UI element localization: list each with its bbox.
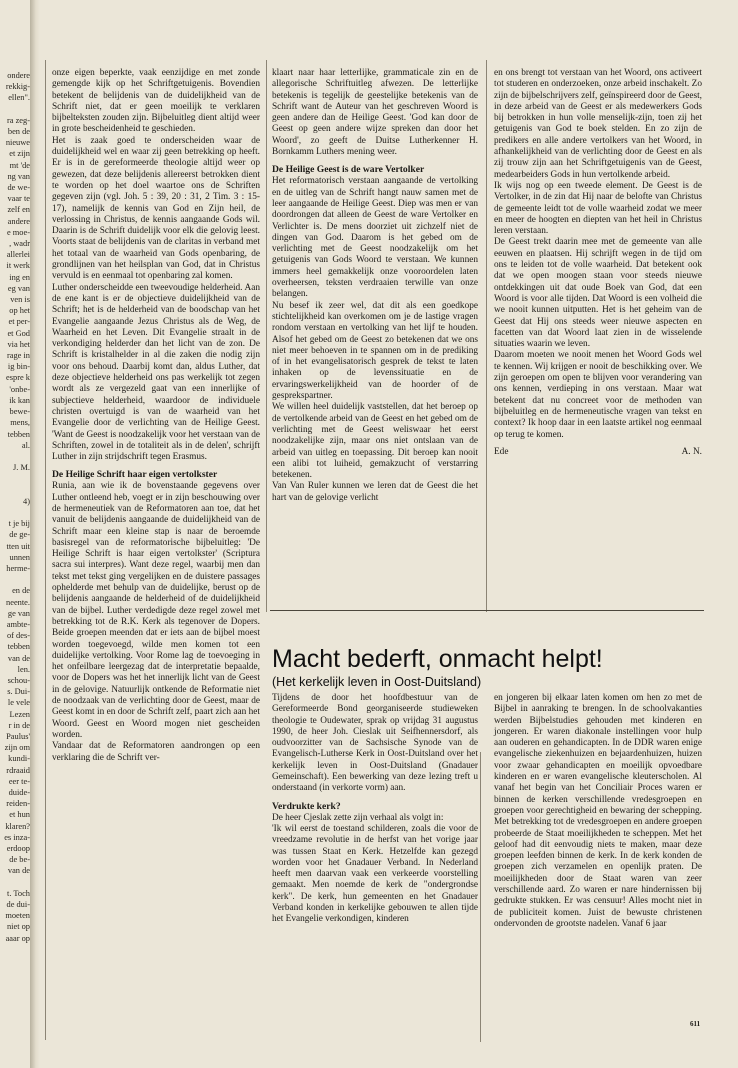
fragment-line: en de [12, 586, 30, 596]
section-heading: Verdrukte kerk? [272, 800, 341, 812]
paragraph: klaart naar haar letterlijke, grammaticale zin en de allegorische Schriftuitleg afwezen. De letterlijke betekenis is tegelijk de geestelijke betekenis van de Schrift want de Auteur van het geschreven Woord is geen andere dan de Heilige Geest. 'God kan door de Geest op geen andere wijze spreken dan door het Woord', zo geeft de Duitse Lutherkenner H. Bornkamm Luthers mening weer. [272, 68, 478, 158]
fragment-line: klaren? [5, 821, 30, 831]
article2-column-1 [272, 693, 478, 926]
fragment-line: ing en [9, 272, 30, 282]
column-rule [45, 60, 46, 1040]
column-rule [486, 60, 487, 612]
fragment-line: ben de [7, 127, 30, 137]
fragment-line: et hun [9, 810, 30, 820]
fragment-line: ra zeg- [6, 115, 30, 125]
page-number: 611 [690, 1020, 701, 1028]
paragraph: 'Ik wil eerst de toestand schilderen, zoals die voor de vreedzame revolutie in de herfst van het vorige jaar was tussen Staat en Kerk. Hetzelfde kan gezegd worden voor het Gnadauer Verband. In Nederland heeft men daarvan vaak een verkeerde voorstelling gemaakt. Men noemde de kerk de "ondergrondse kerk". De kerk, hun gemeenten en het Gnadauer Verband konden in kerkelijke gebouwen te allen tijde het Evangelie verkondigen, kinderen [272, 823, 478, 925]
paragraph: Vandaar dat de Reformatoren aandrongen op een verklaring die de Schrift ver- [52, 741, 260, 763]
fragment-line: erdoop [6, 844, 30, 854]
fragment-line: kundi- [8, 754, 30, 764]
fragment-line: rage in [6, 351, 30, 361]
fragment-line: schou- [7, 675, 30, 685]
author-place: Ede [494, 446, 509, 457]
fragment-line: Paulus' [6, 731, 30, 741]
fragment-line: vaar te [7, 194, 30, 204]
fragment-line: al. [21, 440, 30, 450]
left-page-fragments [0, 70, 30, 944]
fragment-line: unnen [9, 552, 30, 562]
fragment-line: espre k [6, 373, 30, 383]
article-divider [270, 610, 704, 611]
fragment-line [0, 877, 30, 888]
fragment-line: herme- [6, 563, 30, 573]
fragment-line: ondere [7, 71, 30, 80]
fragment-line: eg van [7, 283, 30, 293]
fragment-line: ik kan [9, 395, 30, 405]
fragment-line [0, 507, 30, 518]
fragment-line: andere [7, 216, 30, 226]
fragment-line: , wadr [9, 239, 30, 249]
fragment-line: ven is [10, 295, 30, 305]
fragment-line: reiden- [6, 799, 30, 809]
fragment-line: de dui- [6, 900, 30, 910]
fragment-line: de ge- [9, 530, 30, 540]
article2-title: Macht bederft, onmacht helpt! [272, 645, 603, 673]
fragment-line: it werk [6, 261, 30, 271]
fragment-line: aaar op [5, 933, 30, 943]
fragment-line: via het [7, 339, 30, 349]
fragment-line: de be- [9, 855, 30, 865]
fragment-line: es inza- [4, 832, 30, 842]
fragment-line: rdraaid [6, 765, 30, 775]
fragment-line: Lezen [9, 709, 30, 719]
fragment-line: mens, [10, 418, 30, 428]
column-rule [266, 60, 267, 612]
fragment-line: et per- [8, 317, 30, 327]
fragment-line: et zijn [9, 149, 30, 159]
fragment-line: ig bin- [7, 362, 30, 372]
fragment-line [0, 104, 30, 115]
paragraph: en ons brengt tot verstaan van het Woord, ons activeert tot studeren en onderzoeken, onze arbeid inschakelt. Zo zijn de bijbelschrijvers zelf, geïnspireerd door de Geest, in deze arbeid van de Geest er als medewerkers Gods bij betrokken in hun volle menselijk-zijn, toen zij het getuigenis van God te boek stelden. En zo zijn de predikers en alle andere vertolkers van het Woord, in afhankelijkheid van de verlichting door de Geest en als zij trouw zijn aan het Schriftgetuigenis van de Geest, medearbeiders Gods in hun vertolkende arbeid. [494, 68, 702, 180]
fragment-line: t. Toch [7, 888, 30, 898]
fragment-line: op het [9, 306, 30, 316]
fragment-line: neente. [6, 597, 30, 607]
fragment-line: ng van [7, 171, 30, 181]
paragraph: Het is zaak goed te onderscheiden waar de duidelijkheid wel en waar zij geen betrekking op heeft. Er is in de gereformeerde theologie altijd weer op gewezen, dat deze belijdenis allereerst betrokken dient te worden op het doel waartoe ons de Schriften gegeven zijn (vgl. Joh. 5 : 39, 20 : 31, 2 Tim. 3 : 15-17), namelijk de kennis van God en Zijn heil, de verlossing in Christus, de kennis aangaande Gods wil. Daarin is de Schrift duidelijk voor elk die gelovig leest. Voorts staat de belijdenis van de claritas in verband met het totaal van de waarheid van Gods openbaring, de grondlijnen van het heilsplan van God, dat in Christus vervuld is en eenmaal tot openbaring zal komen. [52, 135, 260, 282]
fragment-line: zelf en [7, 205, 30, 215]
fragment-line: van de [7, 866, 30, 876]
fragment-line [0, 574, 30, 585]
fragment-line: ellen". [8, 93, 30, 103]
fragment-line: mt 'de [9, 160, 30, 170]
fragment-line: eer te- [8, 776, 30, 786]
fragment-line: 4) [23, 496, 30, 506]
paragraph: onze eigen beperkte, vaak eenzijdige en met zonde gemengde kijk op het Schriftgetuigenis. Bovendien betekent de belijdenis van de duidelijkheid van de Schrift niet, dat er geen moeilijk te verklaren bijbelteksten zouden zijn. Bijbeluitleg dient altijd weer in grote bescheidenheid te geschieden. [52, 68, 260, 135]
fragment-line: allerlei [6, 250, 30, 260]
fragment-line: ambte- [6, 619, 30, 629]
article2-column-2 [494, 693, 702, 930]
paragraph: Nu besef ik zeer wel, dat dit als een goedkope stichtelijkheid kan overkomen om je de lastige vragen rondom verstaan en vertolking van het lijf te houden. Alsof het gebed om de Geest zo betekenen dat we ons niet meer behoeven in te spannen om in de prediking of in het evangelisatorisch gesprek de tekst te laten inhaken op de levenssituatie en de ervaringswerkelijkheid van de hoorder of de gesprekspartner. [272, 300, 478, 402]
article1-column-3 [494, 68, 702, 458]
fragment-line: nieuwe [5, 138, 30, 148]
fragment-line: 'onbe- [9, 384, 30, 394]
paragraph: Daarom moeten we nooit menen het Woord Gods wel te kennen. Wij krijgen er nooit de beschikking over. We zijn geroepen om open te blijven voor verandering van ons kennen, verdieping in ons verstaan. Maar wat betekent dat nu concreet voor de methoden van bijbeluitleg en de hermeneutische vragen van tekst en context? Ik hoop daar in een laatste artikel nog eenmaal op terug te komen. [494, 350, 702, 440]
fragment-line: len. [17, 664, 30, 674]
paragraph: Tijdens de door het hoofdbestuur van de Gereformeerde Bond georganiseerde studieweken theologie te Oudewater, sprak op vrijdag 31 augustus 1990, de heer Joh. Cieslak uit Seifhennersdorf, als oudvoorzitter van de Sachsische Synode van de Evangelisch-Lutherse Kerk in Oost-Duitsland over het kerkelijk leven in Oost-Duitsland (Gnadauer Gemeinschaft). Een bewerking van deze lezing treft u onderstaand (in verkorte vorm) aan. [272, 693, 478, 794]
fragment-line: zijn om [4, 743, 30, 753]
section-heading: De Heilige Schrift haar eigen vertolkster [52, 469, 218, 481]
fragment-line: tebben [7, 642, 30, 652]
fragment-line: e moe- [6, 227, 30, 237]
fragment-line: t je bij [8, 519, 30, 529]
article1-column-2 [272, 68, 478, 504]
fragment-line: duide- [8, 788, 30, 797]
fragment-line: ge van [7, 608, 30, 618]
paragraph: Van Van Ruler kunnen we leren dat de Geest die het hart van de gelovige verlicht [272, 481, 478, 503]
paragraph: De heer Cjeslak zette zijn verhaal als volgt in: [272, 812, 444, 823]
fragment-line [0, 473, 30, 484]
paragraph: Luther onderscheidde een tweevoudige helderheid. Aan de ene kant is er de objectieve duidelijkheid van de Schrift; het is de helderheid van de boodschap van het Evangelie aangaande Jezus Christus als de Weg, de Waarheid en het Leven. Dit Evangelie straalt in de verkondiging helderder dan het licht van de zon. De Schrift is kristalhelder in al die zaken die nodig zijn voor ons behoud. Daarbij komt dan, aldus Luther, dat deze objectieve helderheid ons pas werkelijk tot zegen wordt als ze vergezeld gaat van een innerlijke of subjectieve helderheid, waardoor de individuele christen overtuigd is van de waarheid van het Evangelie door de verlichting van de Heilige Geest. 'Want de Geest is noodzakelijk voor het verstaan van de Schriften, zowel in de totaliteit als in de delen', schrijft Luther in zijn strijdschrift tegen Erasmus. [52, 282, 260, 463]
article1-column-1 [52, 68, 260, 764]
column-rule [480, 752, 481, 1042]
fragment-line: bewe- [9, 407, 30, 417]
fragment-line: moeten [5, 911, 30, 921]
paragraph: We willen heel duidelijk vaststellen, dat het beroep op de vertolkende arbeid van de Geest en het gebed om de verlichting met de Geest weliswaar het eerst noodzakelijke zijn, maar ons niet ontslaan van de arbeid van uitleg en toepassing. Dit beroep kan nooit een alibi tot luiheid, gemakzucht of verstarring betekenen. [272, 402, 478, 481]
fragment-line: of des- [6, 631, 30, 641]
paragraph: Het reformatorisch verstaan aangaande de vertolking en de uitleg van de Schrift hangt nauw samen met de leer aangaande de Heilige Geest. Diep was men er van doordrongen dat alleen de Geest de ware Vertolker en Verlichter is. De mens doorziet uit zichzelf niet de dingen van God. Daarom is het gebed om de verlichting met de Geest noodzakelijk om het getuigenis van Gods Woord te verstaan. We kunnen immers heel gemakkelijk onze vooroordelen laten overheersen, teksten verdraaien terwille van onze belangen. [272, 176, 478, 300]
section-heading: De Heilige Geest is de ware Vertolker [272, 164, 425, 176]
fragment-line: de we- [7, 183, 30, 193]
fragment-line: et God [7, 328, 30, 338]
binding-gutter [30, 0, 40, 1068]
fragment-line [0, 485, 30, 496]
fragment-line [0, 451, 30, 462]
fragment-line: s. Dui- [7, 687, 30, 697]
article2-subtitle: (Het kerkelijk leven in Oost-Duitsland) [272, 675, 482, 689]
author-initials: A. N. [681, 446, 702, 457]
fragment-line: van de [7, 653, 30, 663]
fragment-line: niet op [6, 922, 30, 932]
fragment-line: rekkig- [5, 82, 30, 92]
fragment-line: J. M. [13, 463, 30, 473]
fragment-line: le vele [7, 698, 30, 708]
paragraph: Runia, aan wie ik de bovenstaande gegevens over Luther ontleend heb, voegt er in zijn beschouwing over de hermeneutiek van de Reformatoren aan toe, dat het vanuit de belijdenis aangaande de duidelijkheid van de Schrift maar een kleine stap is naar de beroemde basisregel van de reformatorische bijbeluitleg: 'De Heilige Schrift is haar eigen vertolkster' (Scriptura sacra sui interpres). Want deze regel, waarbij men dan tekst met tekst ging vergelijken en de duistere passages ophelderde met behulp van de duidelijke, berust op de belijdenis aangaande de helderheid of de duidelijkheid van de bijbel. Luther verdedigde deze regel zowel met betrekking tot de R.K. Kerk als tegenover de Dopers. Beide groepen meenden dat er iets aan de bijbel moest worden toegevoegd, wilde men komen tot een duidelijke vertolking. Voor Rome lag de toevoeging in het onfeilbare leergezag dat de interpretatie bepaalde, voor de Dopers was het het innerlijk licht van de Geest in de gelovige. Natuurlijk ontkende de Reformatie niet de noodzaak van de verlichting door de Geest, maar de Geest komt in en door de Schrift zelf, paart zich aan het Woord. Geest en Woord mogen niet gescheiden worden. [52, 481, 260, 740]
fragment-line: r in de [8, 720, 30, 730]
paragraph: Ik wijs nog op een tweede element. De Geest is de Vertolker, in de zin dat Hij naar de belofte van Christus de gemeente leidt tot de volle waarheid zodat we meer en meer de hoogten en diepten van het heil in Christus leren verstaan. [494, 180, 702, 237]
fragment-line: tebben [7, 429, 30, 439]
fragment-line: tten uit [6, 541, 30, 551]
paragraph: De Geest trekt daarin mee met de gemeente van alle eeuwen en plaatsen. Hij schrijft wegen in de tijd om ons te leiden tot de volle waarheid. Dat betekent ook dat we open moogen staan voor steeds nieuwe ontdekkingen uit dat oude Boek van God, dat een Woord is voor alle tijden. Dat Woord is een volheid die we nooit kunnen uitputten. Het is het geheim van de Geest dat Hij ons steeds weer nieuwe aspecten en facetten van dat Woord laat zien in de wisselende situaties waarin we leven. [494, 237, 702, 350]
paragraph: en jongeren bij elkaar laten komen om hen zo met de Bijbel in aanraking te brengen. In de schoolvakanties werden Bijbelstudies gehouden met kinderen en jongeren. Er waren diakonale instellingen voor hulp aan ouderen en gehandicapten. In de DDR waren enige evangelische ziekenhuizen en bejaardenhuizen, huizen voor zwaar gehandicapten en moeilijk opvoedbare kinderen en er waren evangelische kleuterscholen. Al vanaf het begin van het Conciliair Proces waren er binnen de kerken verschillende vredesgroepen en groepen voor gerechtigheid en bewaring der schepping. Met betrekking tot de vredesgroepen en andere groepen probeerde de Staat moeilijkheden te scheppen. Met het geloof had dit eenvoudig niets te maken, maar deze groepen leefden binnen de kerk. In de kerk konden de groepen zich verzamelen en openlijk praten. De moeilijkheden door de Staat waren van zeer verschillende aard. Zo waren er nare hindernissen bij gedrukte stukken. Er was censuur! Alles mocht niet in de publiciteit komen. Juist de bewuste christenen ondervonden de grootste nadelen. Vanaf 6 jaar [494, 693, 702, 929]
